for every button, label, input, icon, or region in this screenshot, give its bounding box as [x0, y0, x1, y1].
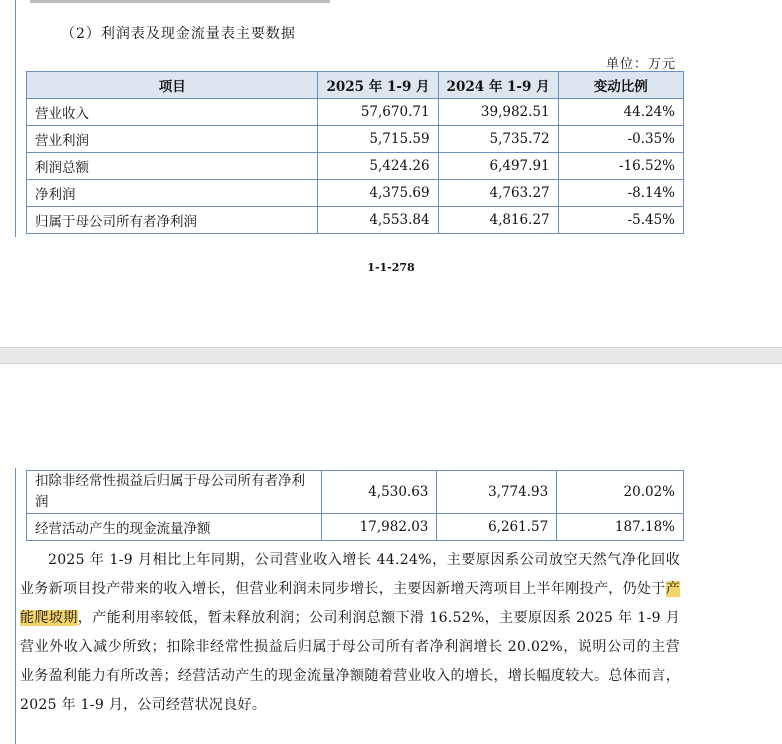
row-value: 4,553.84 — [318, 207, 438, 234]
section-title: （2）利润表及现金流量表主要数据 — [61, 26, 296, 42]
table-row — [27, 99, 684, 126]
row-value: 17,982.03 — [321, 514, 437, 541]
page-number: 1-1-278 — [367, 261, 415, 274]
page-frame-border — [15, 0, 16, 237]
row-value: -16.52% — [558, 153, 683, 180]
row-value: 5,735.72 — [438, 126, 558, 153]
table-row — [27, 471, 684, 514]
row-value: -8.14% — [558, 180, 683, 207]
row-label: 利润总额 — [27, 153, 318, 180]
paragraph-part2: ，产能利用率较低，暂未释放利润；公司利润总额下滑 16.52%，主要原因系 2025 年 1-9 月营业外收入减少所致；扣除非经常性损益后归属于母公司所有者净利润增长 20.02%，说明公司的主营业务盈利能力有所改善；经营活动产生的现金流量净额随着营业收入的增长，增长幅度较大。总体而言，2025 年 1-9 月，公司经营状况良好。 — [20, 610, 681, 713]
row-value: 20.02% — [557, 471, 684, 514]
row-label: 营业收入 — [27, 99, 318, 126]
row-label: 净利润 — [27, 180, 318, 207]
document-page-1 — [0, 0, 782, 347]
cut-off-text-line — [30, 0, 330, 3]
row-value: -0.35% — [558, 126, 683, 153]
row-label: 归属于母公司所有者净利润 — [27, 207, 318, 234]
table-row — [27, 207, 684, 234]
row-label: 扣除非经常性损益后归属于母公司所有者净利润 — [27, 471, 322, 514]
row-value: 5,715.59 — [318, 126, 438, 153]
row-value: 4,763.27 — [438, 180, 558, 207]
document-page-2 — [0, 364, 782, 744]
row-value: 6,497.91 — [438, 153, 558, 180]
row-value: -5.45% — [558, 207, 683, 234]
header-2025: 2025 年 1-9 月 — [318, 72, 438, 99]
row-value: 4,375.69 — [318, 180, 438, 207]
row-value: 187.18% — [557, 514, 684, 541]
row-value: 57,670.71 — [318, 99, 438, 126]
row-value: 4,816.27 — [438, 207, 558, 234]
row-label: 营业利润 — [27, 126, 318, 153]
page-separator — [0, 347, 782, 364]
table-header-row — [27, 72, 684, 99]
page-frame-border — [15, 468, 16, 744]
table-row — [27, 180, 684, 207]
table-row — [27, 126, 684, 153]
row-value: 44.24% — [558, 99, 683, 126]
header-2024: 2024 年 1-9 月 — [438, 72, 558, 99]
row-value: 4,530.63 — [321, 471, 437, 514]
analysis-paragraph — [20, 546, 680, 720]
row-value: 39,982.51 — [438, 99, 558, 126]
financial-table-part1 — [26, 71, 684, 234]
header-change: 变动比例 — [558, 72, 683, 99]
unit-label: 单位：万元 — [605, 57, 676, 72]
row-value: 3,774.93 — [437, 471, 557, 514]
row-value: 6,261.57 — [437, 514, 557, 541]
table-row — [27, 514, 684, 541]
highlighted-phrase: 产能爬坡期 — [20, 581, 680, 626]
financial-table-part2 — [26, 470, 684, 541]
paragraph-part1: 2025 年 1-9 月相比上年同期，公司营业收入增长 44.24%，主要原因系公司放空天然气净化回收业务新项目投产带来的收入增长，但营业利润未同步增长，主要因新增天湾项目上半年刚投产，仍处于 — [20, 552, 680, 597]
row-value: 5,424.26 — [318, 153, 438, 180]
row-label: 经营活动产生的现金流量净额 — [27, 514, 322, 541]
header-item: 项目 — [27, 72, 318, 99]
table-row — [27, 153, 684, 180]
